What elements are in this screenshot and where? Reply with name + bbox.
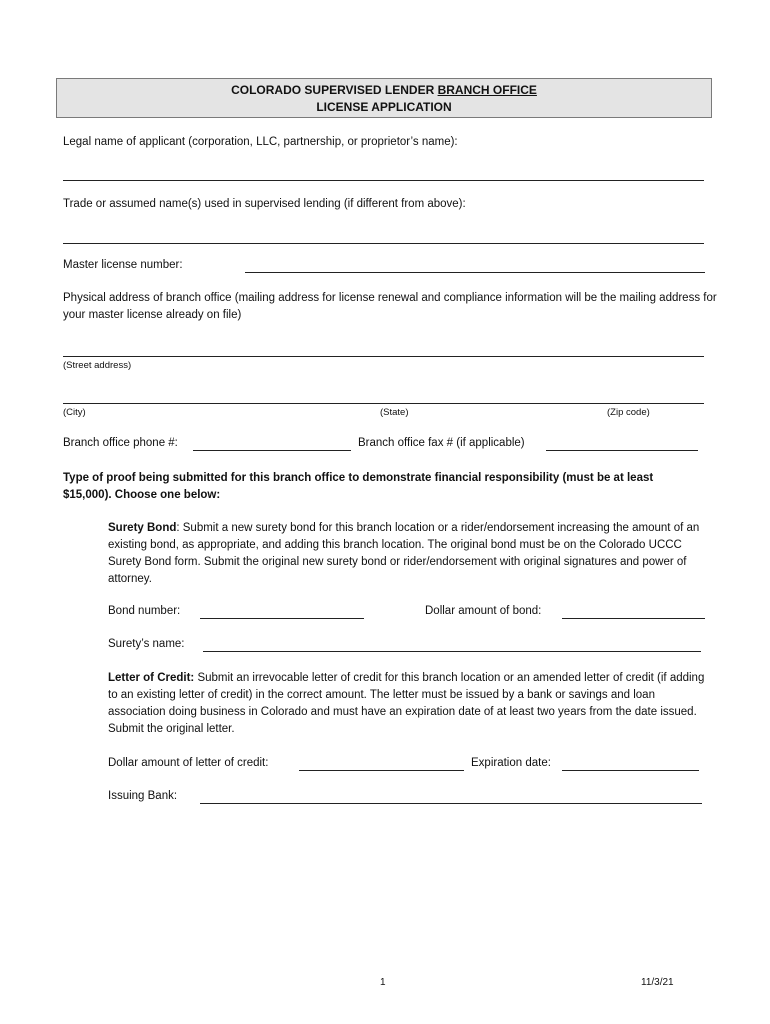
trade-name-label: Trade or assumed name(s) used in supervised lending (if different from above): bbox=[63, 198, 466, 210]
branch-office-underlined: BRANCH OFFICE bbox=[437, 83, 537, 97]
page-number: 1 bbox=[380, 977, 386, 988]
surety-name-label: Surety’s name: bbox=[108, 638, 185, 650]
master-license-line[interactable] bbox=[245, 272, 705, 273]
bond-number-label: Bond number: bbox=[108, 605, 181, 617]
legal-name-label: Legal name of applicant (corporation, LLC, partnership, or proprietor’s name): bbox=[63, 136, 458, 148]
form-title-line2: LICENSE APPLICATION bbox=[316, 100, 452, 114]
form-title-box bbox=[56, 78, 712, 118]
bond-amount-label: Dollar amount of bond: bbox=[425, 605, 542, 617]
street-address-line[interactable] bbox=[63, 356, 704, 357]
fax-label: Branch office fax # (if applicable) bbox=[358, 437, 525, 449]
issuing-bank-line[interactable] bbox=[200, 803, 702, 804]
loc-amount-label: Dollar amount of letter of credit: bbox=[108, 757, 269, 769]
letter-of-credit-paragraph bbox=[108, 670, 713, 738]
phone-label: Branch office phone #: bbox=[63, 437, 178, 449]
bond-amount-line[interactable] bbox=[562, 618, 705, 619]
issuing-bank-label: Issuing Bank: bbox=[108, 790, 178, 802]
surety-bond-title: Surety Bond bbox=[108, 522, 177, 534]
proof-heading: Type of proof being submitted for this branch office to demonstrate financial responsibility (must be at least $15,000). Choose one below: bbox=[63, 472, 654, 501]
fax-line[interactable] bbox=[546, 450, 698, 451]
zip-caption: (Zip code) bbox=[607, 407, 650, 418]
expiration-line[interactable] bbox=[562, 770, 699, 771]
city-state-zip-line[interactable] bbox=[63, 403, 704, 404]
revision-date: 11/3/21 bbox=[641, 977, 674, 988]
surety-name-line[interactable] bbox=[203, 651, 701, 652]
expiration-label: Expiration date: bbox=[471, 757, 551, 769]
surety-bond-paragraph bbox=[108, 520, 713, 588]
physical-address-label: Physical address of branch office (mailing address for license renewal and compliance information will be the mailing address for your master license already on file) bbox=[63, 292, 717, 321]
legal-name-line[interactable] bbox=[63, 180, 704, 181]
street-address-caption: (Street address) bbox=[63, 360, 132, 371]
loc-amount-line[interactable] bbox=[299, 770, 464, 771]
master-license-label: Master license number: bbox=[63, 259, 183, 271]
surety-bond-text: : Submit a new surety bond for this branch location or a rider/endorsement increasing the amount of an existing bond, as appropriate, and adding this branch location. The original bond must be on the Colorado UCCC Surety Bond form. Submit the original new surety bond or rider/endorsement with original signatures and power of attorney. bbox=[108, 522, 700, 585]
letter-of-credit-title: Letter of Credit: bbox=[108, 672, 195, 684]
trade-name-line[interactable] bbox=[63, 243, 704, 244]
bond-number-line[interactable] bbox=[200, 618, 364, 619]
city-caption: (City) bbox=[63, 407, 86, 418]
form-title-line1: COLORADO SUPERVISED LENDER BRANCH OFFICE bbox=[231, 83, 537, 97]
phone-line[interactable] bbox=[193, 450, 351, 451]
letter-of-credit-text: Submit an irrevocable letter of credit for this branch location or an amended letter of credit (if adding to an existing letter of credit) in the correct amount. The letter must be issued by a bank or savings and loan association doing business in Colorado and must have an expiration date of at least two years from the date issued. Submit the original letter. bbox=[108, 672, 705, 735]
state-caption: (State) bbox=[380, 407, 409, 418]
